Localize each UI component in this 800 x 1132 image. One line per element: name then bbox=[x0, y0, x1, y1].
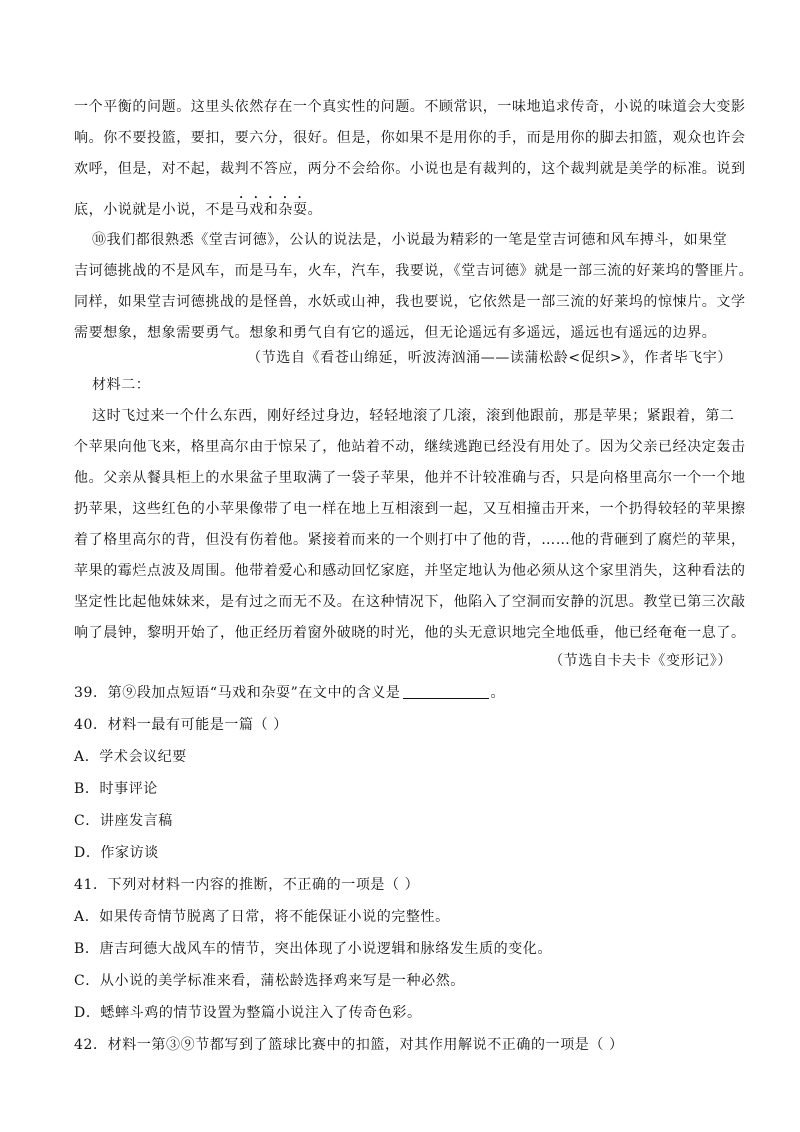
material-two-line-7: 坚定性比起他妹妹来，是有过之而无不及。在这种情况下，他陷入了空洞而安静的沉思。教堂已第三次敲 bbox=[74, 594, 746, 610]
paragraph-10-line-4: 需要想象，想象需要勇气。想象和勇气自有它的遥远，但无论遥远有多遥远，遥远也有遥远的边界。 bbox=[74, 325, 717, 341]
question-42: 42．材料一第③⑨节都写到了篮球比赛中的扣篮，对其作用解说不正确的一项是（ ） bbox=[74, 1037, 624, 1053]
material-one-line-4 bbox=[74, 194, 724, 219]
material-one-line-2: 响。你不要投篮，要扣，要六分，很好。但是，你如果不是用你的手，而是用你的脚去扣篮，观众也许会 bbox=[74, 130, 746, 146]
material-one-line-4-prefix: 底，小说就是小说，不是 bbox=[74, 202, 235, 218]
question-41-option-b: B．唐吉珂德大战风车的情节，突出体现了小说逻辑和脉络发生质的变化。 bbox=[74, 941, 553, 957]
material-two-line-8: 响了晨钟，黎明开始了，他正经历着窗外破晓的时光，他的头无意识地完全地低垂，他已经奄奄一息了。 bbox=[74, 625, 746, 641]
material-one-line-1: 一个平衡的问题。这里头依然存在一个真实性的问题。不顾常识，一味地追求传奇，小说的味道会大变影 bbox=[74, 99, 746, 115]
question-41: 41．下列对材料一内容的推断，不正确的一项是（ ） bbox=[74, 877, 420, 893]
answer-blank bbox=[403, 684, 489, 699]
material-two-line-2: 个苹果向他飞来，格里高尔由于惊呆了，他站着不动，继续逃跑已经没有用处了。因为父亲已经决定轰击 bbox=[74, 439, 746, 455]
material-two-line-6: 苹果的霉烂点波及周围。他带着爱心和感动回忆家庭，并坚定地认为他必须从这个家里消失，这种看法的 bbox=[74, 563, 746, 579]
dotted-phrase: 马戏和杂耍 bbox=[234, 202, 308, 218]
material-two-line-4: 扔苹果，这些红色的小苹果像带了电一样在地上互相滚到一起，又互相撞击开来，一个扔得较轻的苹果擦 bbox=[74, 501, 746, 517]
material-two-source: （节选自卡夫卡《变形记》） bbox=[549, 653, 732, 669]
question-40-option-d: D．作家访谈 bbox=[74, 845, 159, 861]
material-two-line-1: 这时飞过来一个什么东西，刚好经过身边，轻轻地滚了几滚，滚到他跟前，那是苹果；紧跟着，第二 bbox=[92, 408, 735, 424]
question-41-option-c: C．从小说的美学标准来看，蒲松龄选择鸡来写是一种必然。 bbox=[74, 973, 465, 989]
question-39 bbox=[74, 684, 724, 702]
question-39-end: 。 bbox=[490, 685, 506, 701]
material-two-heading: 材料二： bbox=[92, 377, 151, 393]
paragraph-10-line-2: 吉诃德挑战的不是风车，而是马车，火车，汽车，我要说，《堂吉诃德》就是一部三流的好莱坞的警匪片。 bbox=[74, 263, 754, 279]
question-40-option-b: B．时事评论 bbox=[74, 781, 158, 797]
paragraph-10-source: （节选自《看苍山绵延，听波涛汹涌——读蒲松龄<促织>》，作者毕飞宇） bbox=[247, 350, 732, 366]
material-one-line-3: 欢呼，但是，对不起，裁判不答应，两分不会给你。小说也是有裁判的，这个裁判就是美学的标准。说到 bbox=[74, 161, 746, 177]
paragraph-10-line-1: ⑩我们都很熟悉《堂吉诃德》，公认的说法是，小说最为精彩的一笔是堂吉诃德和风车搏斗，如果堂 bbox=[92, 232, 728, 248]
paragraph-10-line-3: 同样，如果堂吉诃德挑战的是怪兽，水妖或山神，我也要说，它依然是一部三流的好莱坞的惊悚片。文学 bbox=[74, 294, 746, 310]
material-two-line-3: 他。父亲从餐具柜上的水果盆子里取满了一袋子苹果，他并不计较准确与否，只是向格里高尔一个一个地 bbox=[74, 470, 746, 486]
material-one-line-4-suffix: 。 bbox=[307, 202, 323, 218]
question-41-option-a: A．如果传奇情节脱离了日常，将不能保证小说的完整性。 bbox=[74, 909, 450, 925]
question-41-option-d: D．蟋蟀斗鸡的情节设置为整篇小说注入了传奇色彩。 bbox=[74, 1005, 422, 1021]
material-two-line-5: 着了格里高尔的背，但没有伤着他。紧接着而来的一个则打中了他的背，……他的背砸到了腐烂的苹果， bbox=[74, 532, 746, 548]
question-40-option-a: A．学术会议纪要 bbox=[74, 749, 187, 765]
question-39-text: 39．第⑨段加点短语“马戏和杂耍”在文中的含义是 bbox=[74, 685, 401, 701]
question-40: 40．材料一最有可能是一篇（ ） bbox=[74, 717, 288, 733]
question-40-option-c: C．讲座发言稿 bbox=[74, 813, 173, 829]
